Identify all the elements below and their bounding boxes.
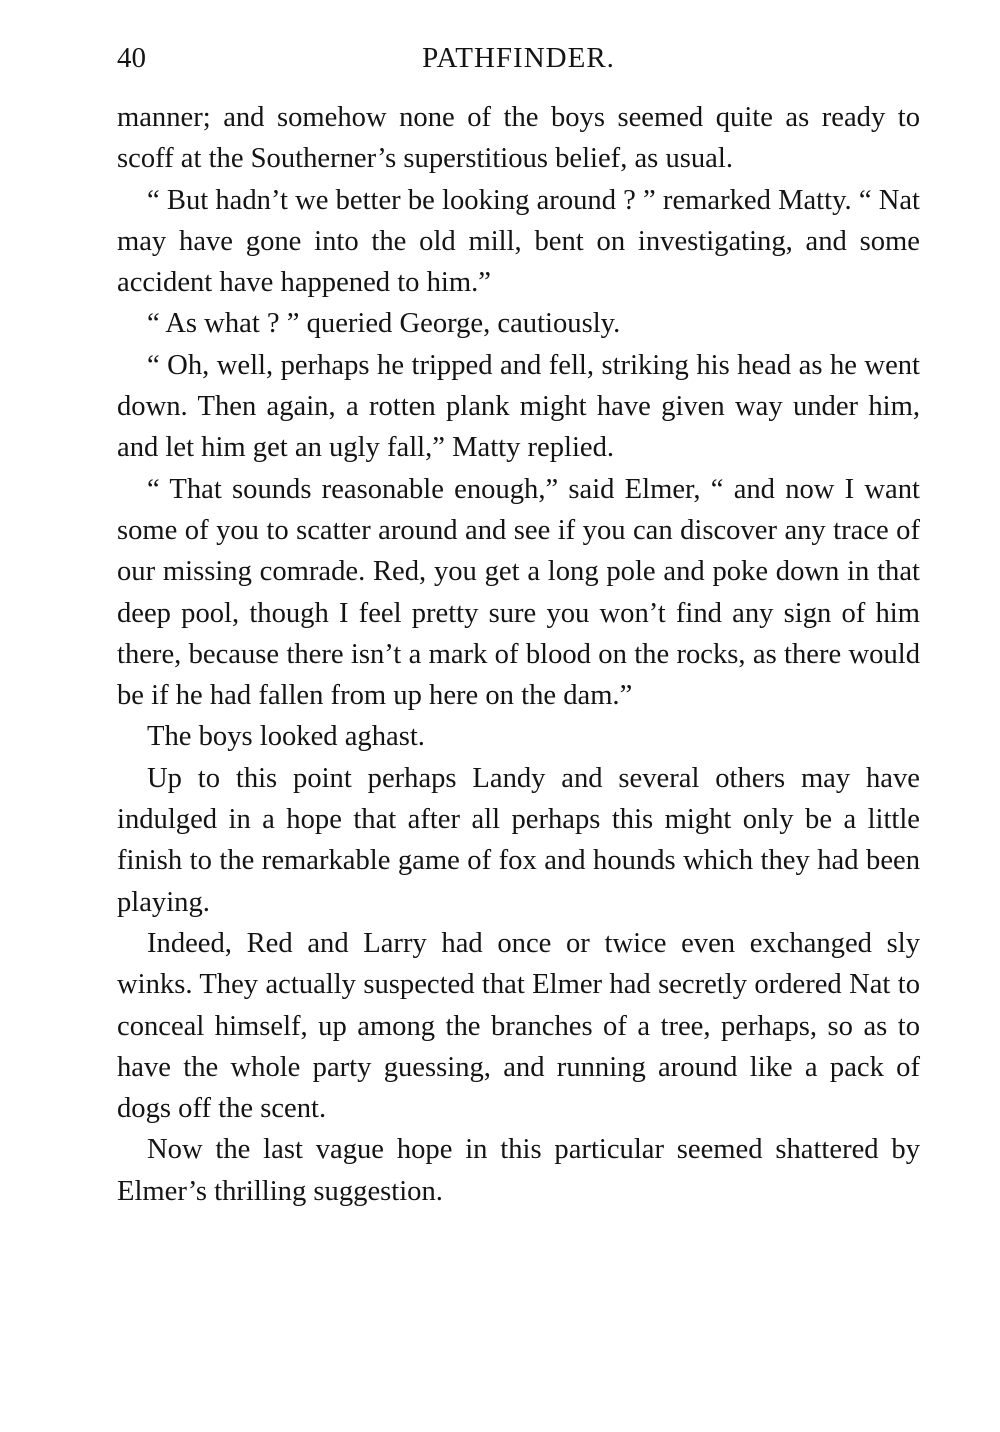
running-head	[117, 36, 920, 80]
paragraph: “ But hadn’t we better be looking around ? ” remarked Matty. “ Nat may have gone into the old mill, bent on investigating, and some accident have happened to him.”	[117, 184, 920, 299]
paragraph: Up to this point perhaps Landy and several others may have indulged in a hope that after all perhaps this might only be a little finish to the remarkable game of fox and hounds which they had been playing.	[117, 762, 920, 918]
page-number: 40	[117, 42, 146, 74]
paragraph: “ That sounds reasonable enough,” said Elmer, “ and now I want some of you to scatter around and see if you can discover any trace of our missing comrade. Red, you get a long pole and poke down in that deep pool, though I feel pretty sure you won’t find any sign of him there, because there isn’t a mark of blood on the rocks, as there would be if he had fallen from up here on the dam.”	[117, 473, 920, 712]
paragraph: Indeed, Red and Larry had once or twice even exchanged sly winks. They actually suspected that Elmer had secretly ordered Nat to conceal himself, up among the branches of a tree, perhaps, so as to have the whole party guessing, and running around like a pack of dogs off the scent.	[117, 927, 920, 1125]
paragraph: Now the last vague hope in this particular seemed shattered by Elmer’s thrilling suggestion.	[117, 1134, 920, 1207]
running-title: PATHFINDER.	[422, 42, 615, 74]
paragraph: “ As what ? ” queried George, cautiously.	[147, 308, 621, 340]
paragraph: “ Oh, well, perhaps he tripped and fell, striking his head as he went down. Then again, a rotten plank might have given way under him, and let him get an ugly fall,” Matty replied.	[117, 349, 920, 464]
paragraph: manner; and somehow none of the boys seemed quite as ready to scoff at the Southerner’s superstitious belief, as usual.	[117, 102, 920, 175]
paragraph: The boys looked aghast.	[147, 721, 425, 753]
body-text	[117, 97, 920, 1212]
